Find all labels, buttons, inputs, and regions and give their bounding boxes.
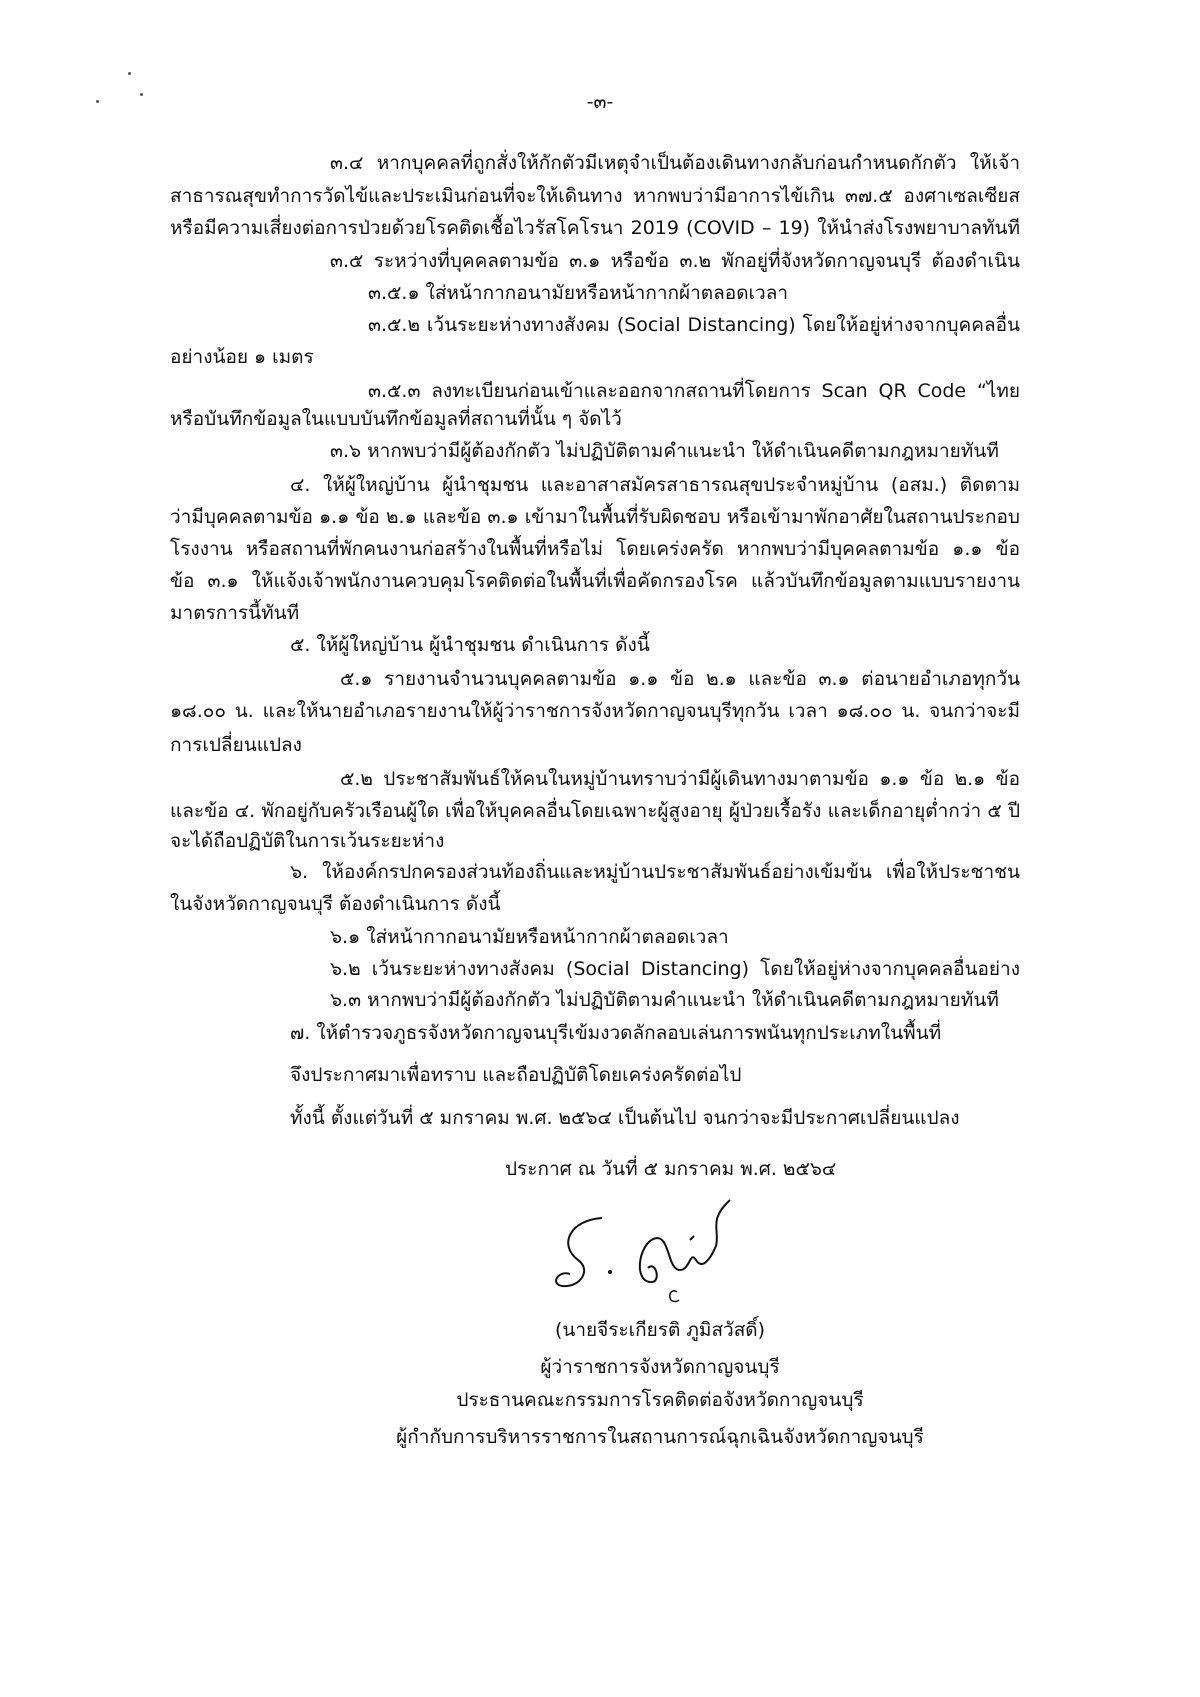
announcement-date: ประกาศ ณ วันที่ ๕ มกราคม พ.ศ. ๒๕๖๔	[505, 1158, 837, 1180]
paragraph-line: ๓.๔ หากบุคคลที่ถูกสั่งให้กักตัวมีเหตุจำเป็นต้องเดินทางกลับก่อนกำหนดกักตัว ให้เจ้า	[330, 152, 1020, 174]
paragraph-line: หรือมีความเสี่ยงต่อการป่วยด้วยโรคติดเชื้อไวรัสโคโรนา 2019 (COVID – 19) ให้นำส่งโรงพยาบาลทันที	[170, 217, 1020, 239]
effective-date-line: ทั้งนี้ ตั้งแต่วันที่ ๕ มกราคม พ.ศ. ๒๕๖๔ เป็นต้นไป จนกว่าจะมีประกาศเปลี่ยนแปลง	[290, 1107, 960, 1129]
paragraph-line: ๕.๑ รายงานจำนวนบุคคลตามข้อ ๑.๑ ข้อ ๒.๑ และข้อ ๓.๑ ต่อนายอำเภอทุกวัน	[340, 668, 1020, 690]
signatory-name: (นายจีระเกียรติ ภูมิสวัสดิ์)	[554, 1319, 766, 1341]
paragraph-line: ๖.๒ เว้นระยะห่างทางสังคม (Social Distancing) โดยให้อยู่ห่างจากบุคคลอื่นอย่าง	[330, 958, 1020, 980]
paragraph-line: ๖.๑ ใส่หน้ากากอนามัยหรือหน้ากากผ้าตลอดเวลา	[330, 926, 729, 948]
paragraph-line: ๑๘.๐๐ น. และให้นายอำเภอรายงานให้ผู้ว่าราชการจังหวัดกาญจนบุรีทุกวัน เวลา ๑๘.๐๐ น. จนกว่าจะมี	[170, 700, 1020, 722]
paragraph-line: ๓.๕ ระหว่างที่บุคคลตามข้อ ๓.๑ หรือข้อ ๓.๒ พักอยู่ที่จังหวัดกาญจนบุรี ต้องดำเนิน	[330, 250, 1020, 272]
signatory-title: ผู้ว่าราชการจังหวัดกาญจนบุรี	[540, 1356, 780, 1378]
paragraph-line: ๖.๓ หากพบว่ามีผู้ต้องกักตัว ไม่ปฏิบัติตามคำแนะนำ ให้ดำเนินคดีตามกฎหมายทันที	[330, 989, 999, 1011]
signature	[540, 1190, 820, 1310]
paragraph-line: การเปลี่ยนแปลง	[170, 734, 302, 756]
paragraph-line: ๕.๒ ประชาสัมพันธ์ให้คนในหมู่บ้านทราบว่ามีผู้เดินทางมาตามข้อ ๑.๑ ข้อ ๒.๑ ข้อ	[340, 768, 1020, 790]
paragraph-line: ๕. ให้ผู้ใหญ่บ้าน ผู้นำชุมชน ดำเนินการ ดังนี้	[290, 634, 650, 656]
paragraph-line: สาธารณสุขทำการวัดไข้และประเมินก่อนที่จะให้เดินทาง หากพบว่ามีอาการไข้เกิน ๓๗.๕ องศาเซลเซียส	[170, 185, 1020, 207]
signatory-title: ประธานคณะกรรมการโรคติดต่อจังหวัดกาญจนบุรี	[456, 1389, 864, 1411]
scan-speck	[128, 72, 131, 75]
page-number: -๓-	[586, 91, 614, 113]
paragraph-line: จะได้ถือปฏิบัติในการเว้นระยะห่าง	[170, 830, 445, 852]
paragraph-line: ว่ามีบุคคลตามข้อ ๑.๑ ข้อ ๒.๑ และข้อ ๓.๑ เข้ามาในพื้นที่รับผิดชอบ หรือเข้ามาพักอาศัยในสถานประกอบ	[170, 506, 1020, 528]
paragraph-line: อย่างน้อย ๑ เมตร	[170, 346, 314, 368]
paragraph-line: ๓.๕.๓ ลงทะเบียนก่อนเข้าและออกจากสถานที่โดยการ Scan QR Code “ไทย	[368, 380, 1020, 402]
paragraph-line: ๓.๕.๒ เว้นระยะห่างทางสังคม (Social Distancing) โดยให้อยู่ห่างจากบุคคลอื่น	[368, 314, 1020, 336]
paragraph-line: ๖. ให้องค์กรปกครองส่วนท้องถิ่นและหมู่บ้านประชาสัมพันธ์อย่างเข้มข้น เพื่อให้ประชาชน	[290, 861, 1020, 883]
paragraph-line: ๓.๕.๑ ใส่หน้ากากอนามัยหรือหน้ากากผ้าตลอดเวลา	[368, 282, 789, 304]
signatory-title: ผู้กำกับการบริหารราชการในสถานการณ์ฉุกเฉินจังหวัดกาญจนบุรี	[396, 1426, 924, 1448]
paragraph-line: ๓.๖ หากพบว่ามีผู้ต้องกักตัว ไม่ปฏิบัติตามคำแนะนำ ให้ดำเนินคดีตามกฎหมายทันที	[330, 440, 999, 462]
paragraph-line: ในจังหวัดกาญจนบุรี ต้องดำเนินการ ดังนี้	[170, 893, 501, 915]
paragraph-line: และข้อ ๔. พักอยู่กับครัวเรือนผู้ใด เพื่อให้บุคคลอื่นโดยเฉพาะผู้สูงอายุ ผู้ป่วยเรื้อรัง และเด็กอายุต่ำกว่า ๕ ปี	[170, 800, 1020, 822]
closing-line: จึงประกาศมาเพื่อทราบ และถือปฏิบัติโดยเคร่งครัดต่อไป	[290, 1064, 742, 1086]
paragraph-line: ข้อ ๓.๑ ให้แจ้งเจ้าพนักงานควบคุมโรคติดต่อในพื้นที่เพื่อคัดกรองโรค แล้วบันทึกข้อมูลตามแบบรายงาน	[170, 570, 1020, 592]
paragraph-line: มาตรการนี้ทันที	[170, 602, 300, 624]
paragraph-line: หรือบันทึกข้อมูลในแบบบันทึกข้อมูลที่สถานที่นั้น ๆ จัดไว้	[170, 408, 622, 430]
paragraph-line: ๗. ให้ตำรวจภูธรจังหวัดกาญจนบุรีเข้มงวดลักลอบเล่นการพนันทุกประเภทในพื้นที่	[290, 1022, 942, 1044]
paragraph-line: โรงงาน หรือสถานที่พักคนงานก่อสร้างในพื้นที่หรือไม่ โดยเคร่งครัด หากพบว่ามีบุคคลตามข้อ ๑.๑ ข้อ	[170, 538, 1020, 560]
paragraph-line: ๔. ให้ผู้ใหญ่บ้าน ผู้นำชุมชน และอาสาสมัครสาธารณสุขประจำหมู่บ้าน (อสม.) ติดตาม	[290, 474, 1020, 496]
